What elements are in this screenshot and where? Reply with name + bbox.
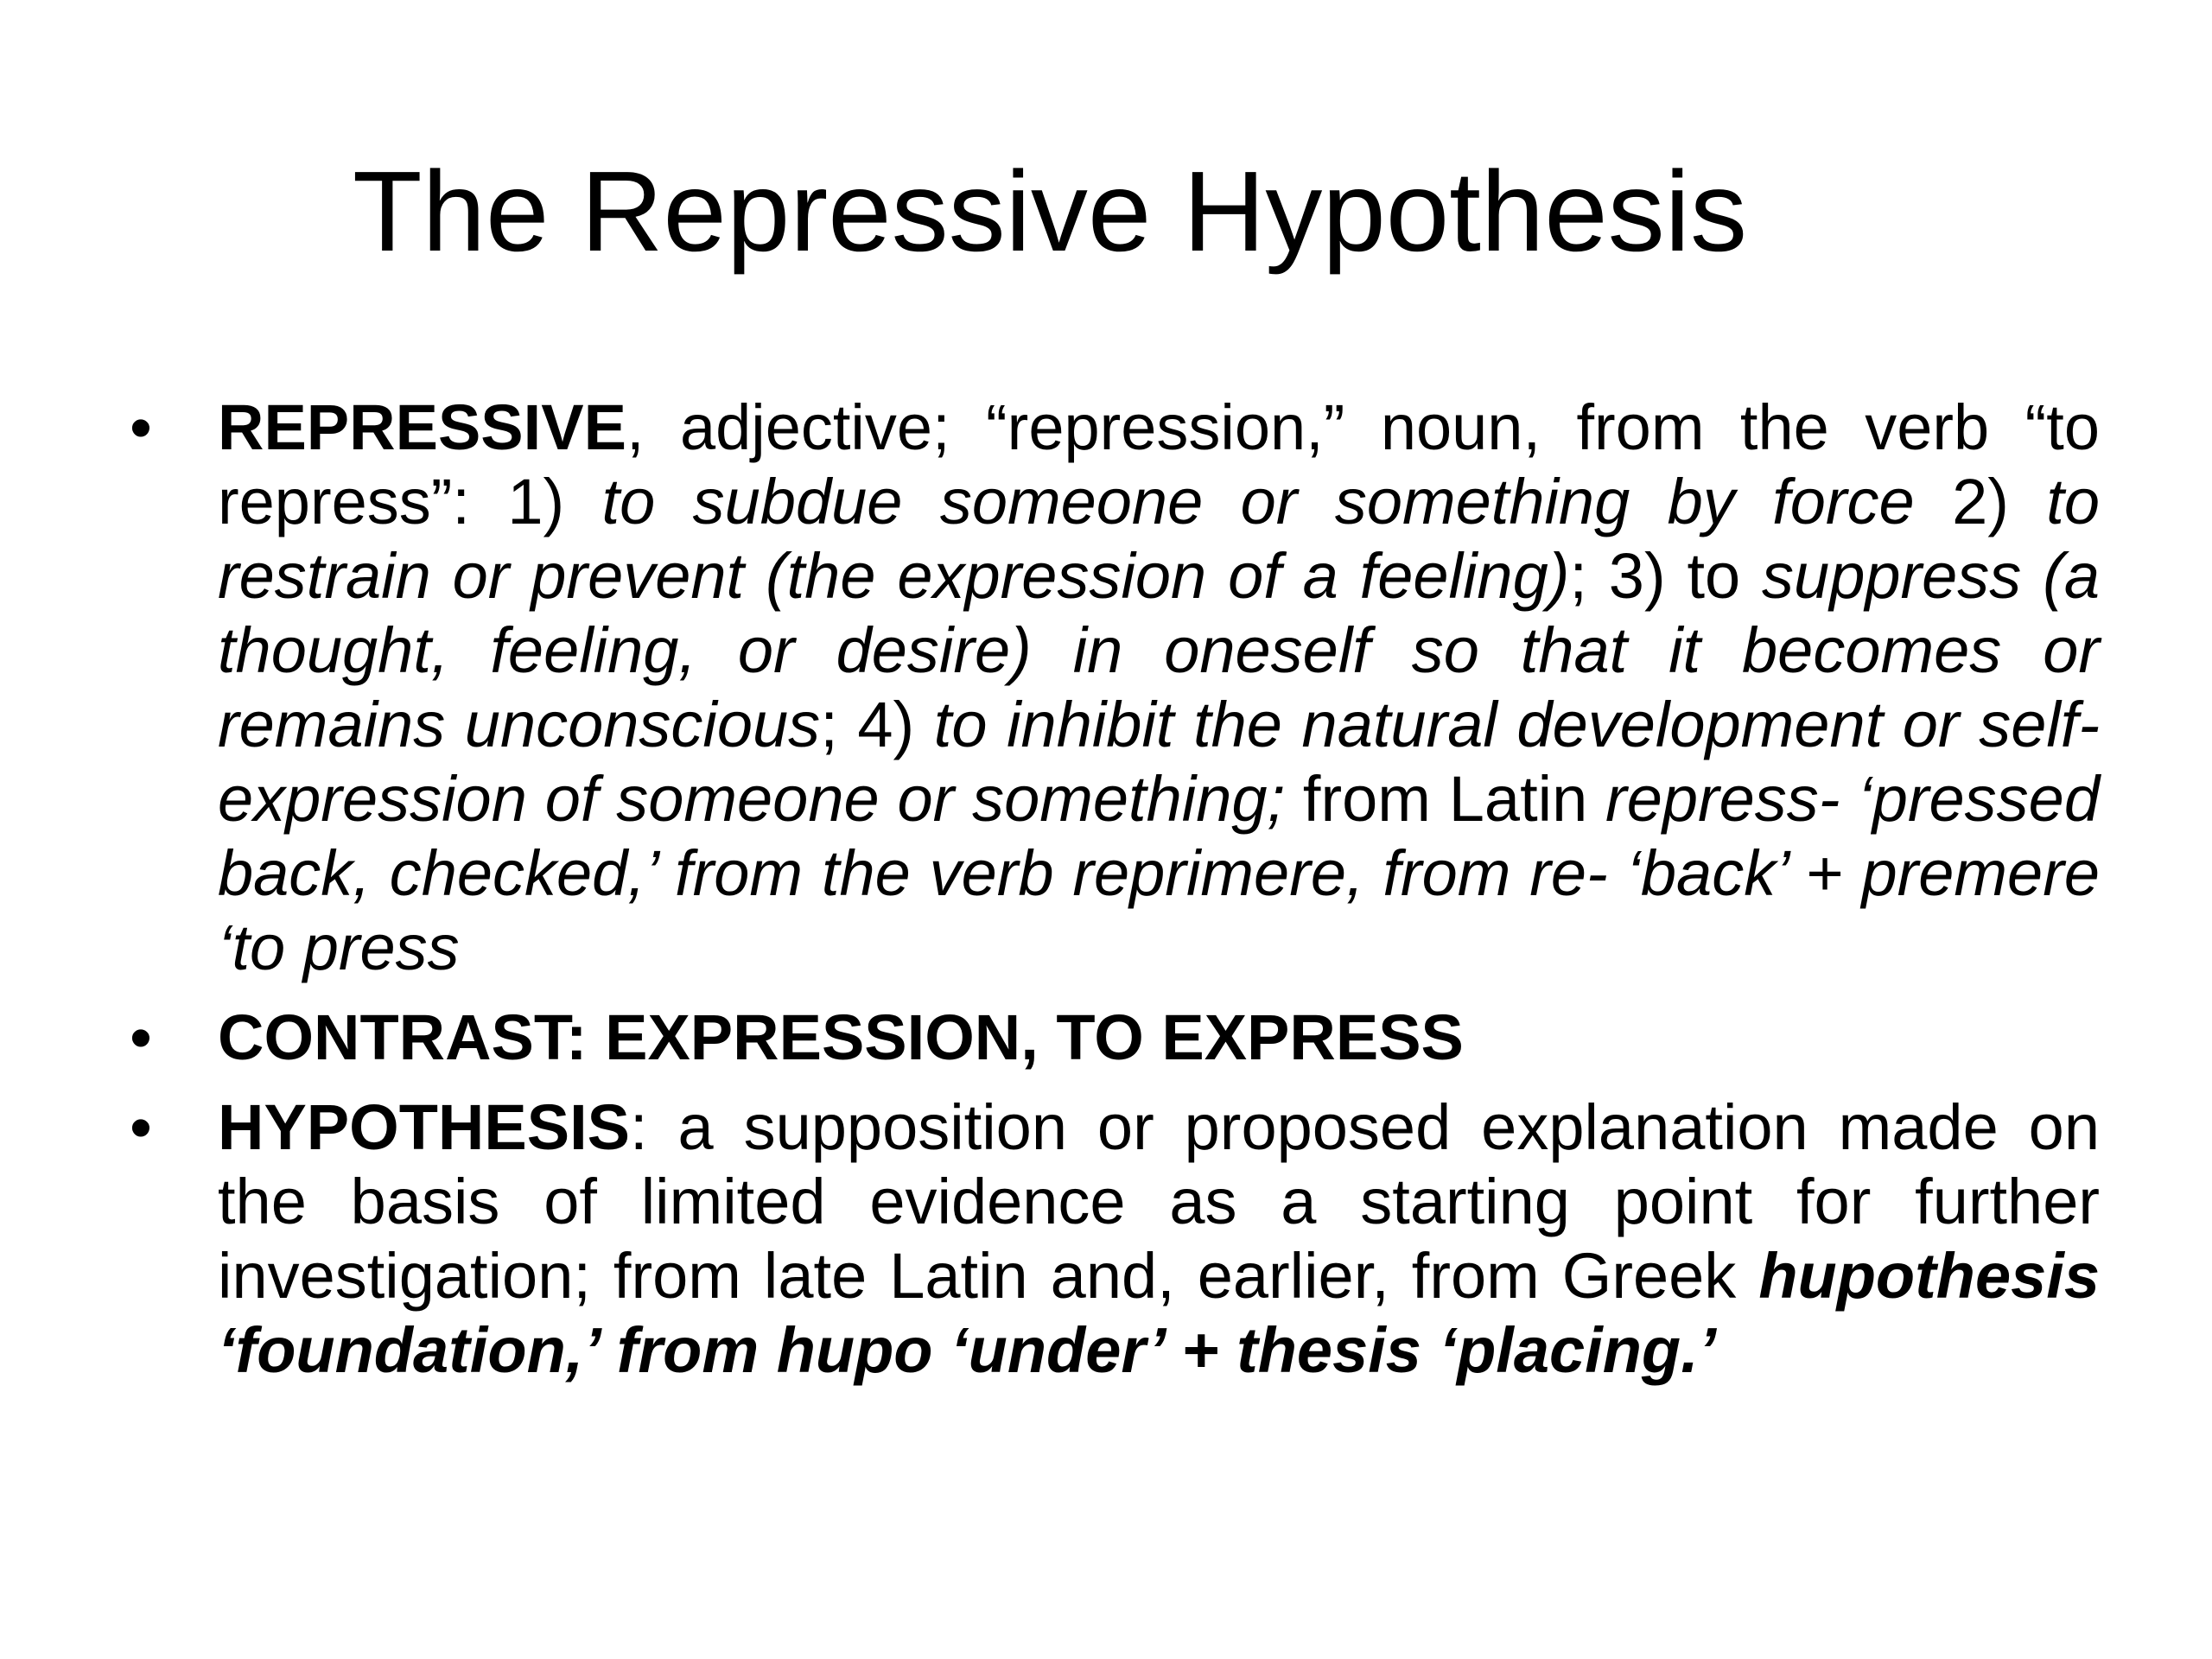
definition-text: : a supposition or proposed explanation made on the basis of limited evidence as a starting point for further investigation; from late Latin and, earlier, from Greek	[218, 1091, 2100, 1312]
etymology-greek: hupothesis ‘foundation,’ from hupo ‘under’ + thesis ‘placing.’	[218, 1240, 2100, 1386]
bullet-contrast	[130, 1001, 2100, 1075]
term-hypothesis: HYPOTHESIS	[218, 1091, 630, 1163]
definition-text: 2)	[1914, 466, 2047, 537]
definition-sense-1: to subdue someone or something by force	[601, 466, 1915, 537]
definition-text: , adjective; “repression,” noun, from the verb “to repress”: 1)	[218, 391, 2100, 537]
etymology-latin: repress- ‘pressed back, checked,’ from the verb reprimere, from re- ‘back’ + premere ‘to press	[218, 763, 2100, 983]
definition-sense-4: to inhibit the natural development or self-expression of someone or something;	[218, 689, 2100, 835]
bullet-list	[130, 391, 2100, 1388]
bullet-repressive-definition	[130, 391, 2100, 985]
definition-text: from Latin	[1285, 763, 1606, 835]
definition-sense-3: suppress (a thought, feeling, or desire) in oneself so that it becomes or remains unconscious	[218, 540, 2100, 760]
definition-text: ; 3) to	[1569, 540, 1763, 612]
contrast-heading: CONTRAST: EXPRESSION, TO EXPRESS	[218, 1001, 1464, 1073]
slide-title: The Repressive Hypothesis	[352, 148, 1748, 275]
definition-sense-2: to restrain or prevent (the expression of a feeling)	[218, 466, 2101, 612]
term-repressive: REPRESSIVE	[218, 391, 626, 463]
definition-text: ; 4)	[820, 689, 934, 760]
bullet-hypothesis-definition	[130, 1090, 2100, 1388]
